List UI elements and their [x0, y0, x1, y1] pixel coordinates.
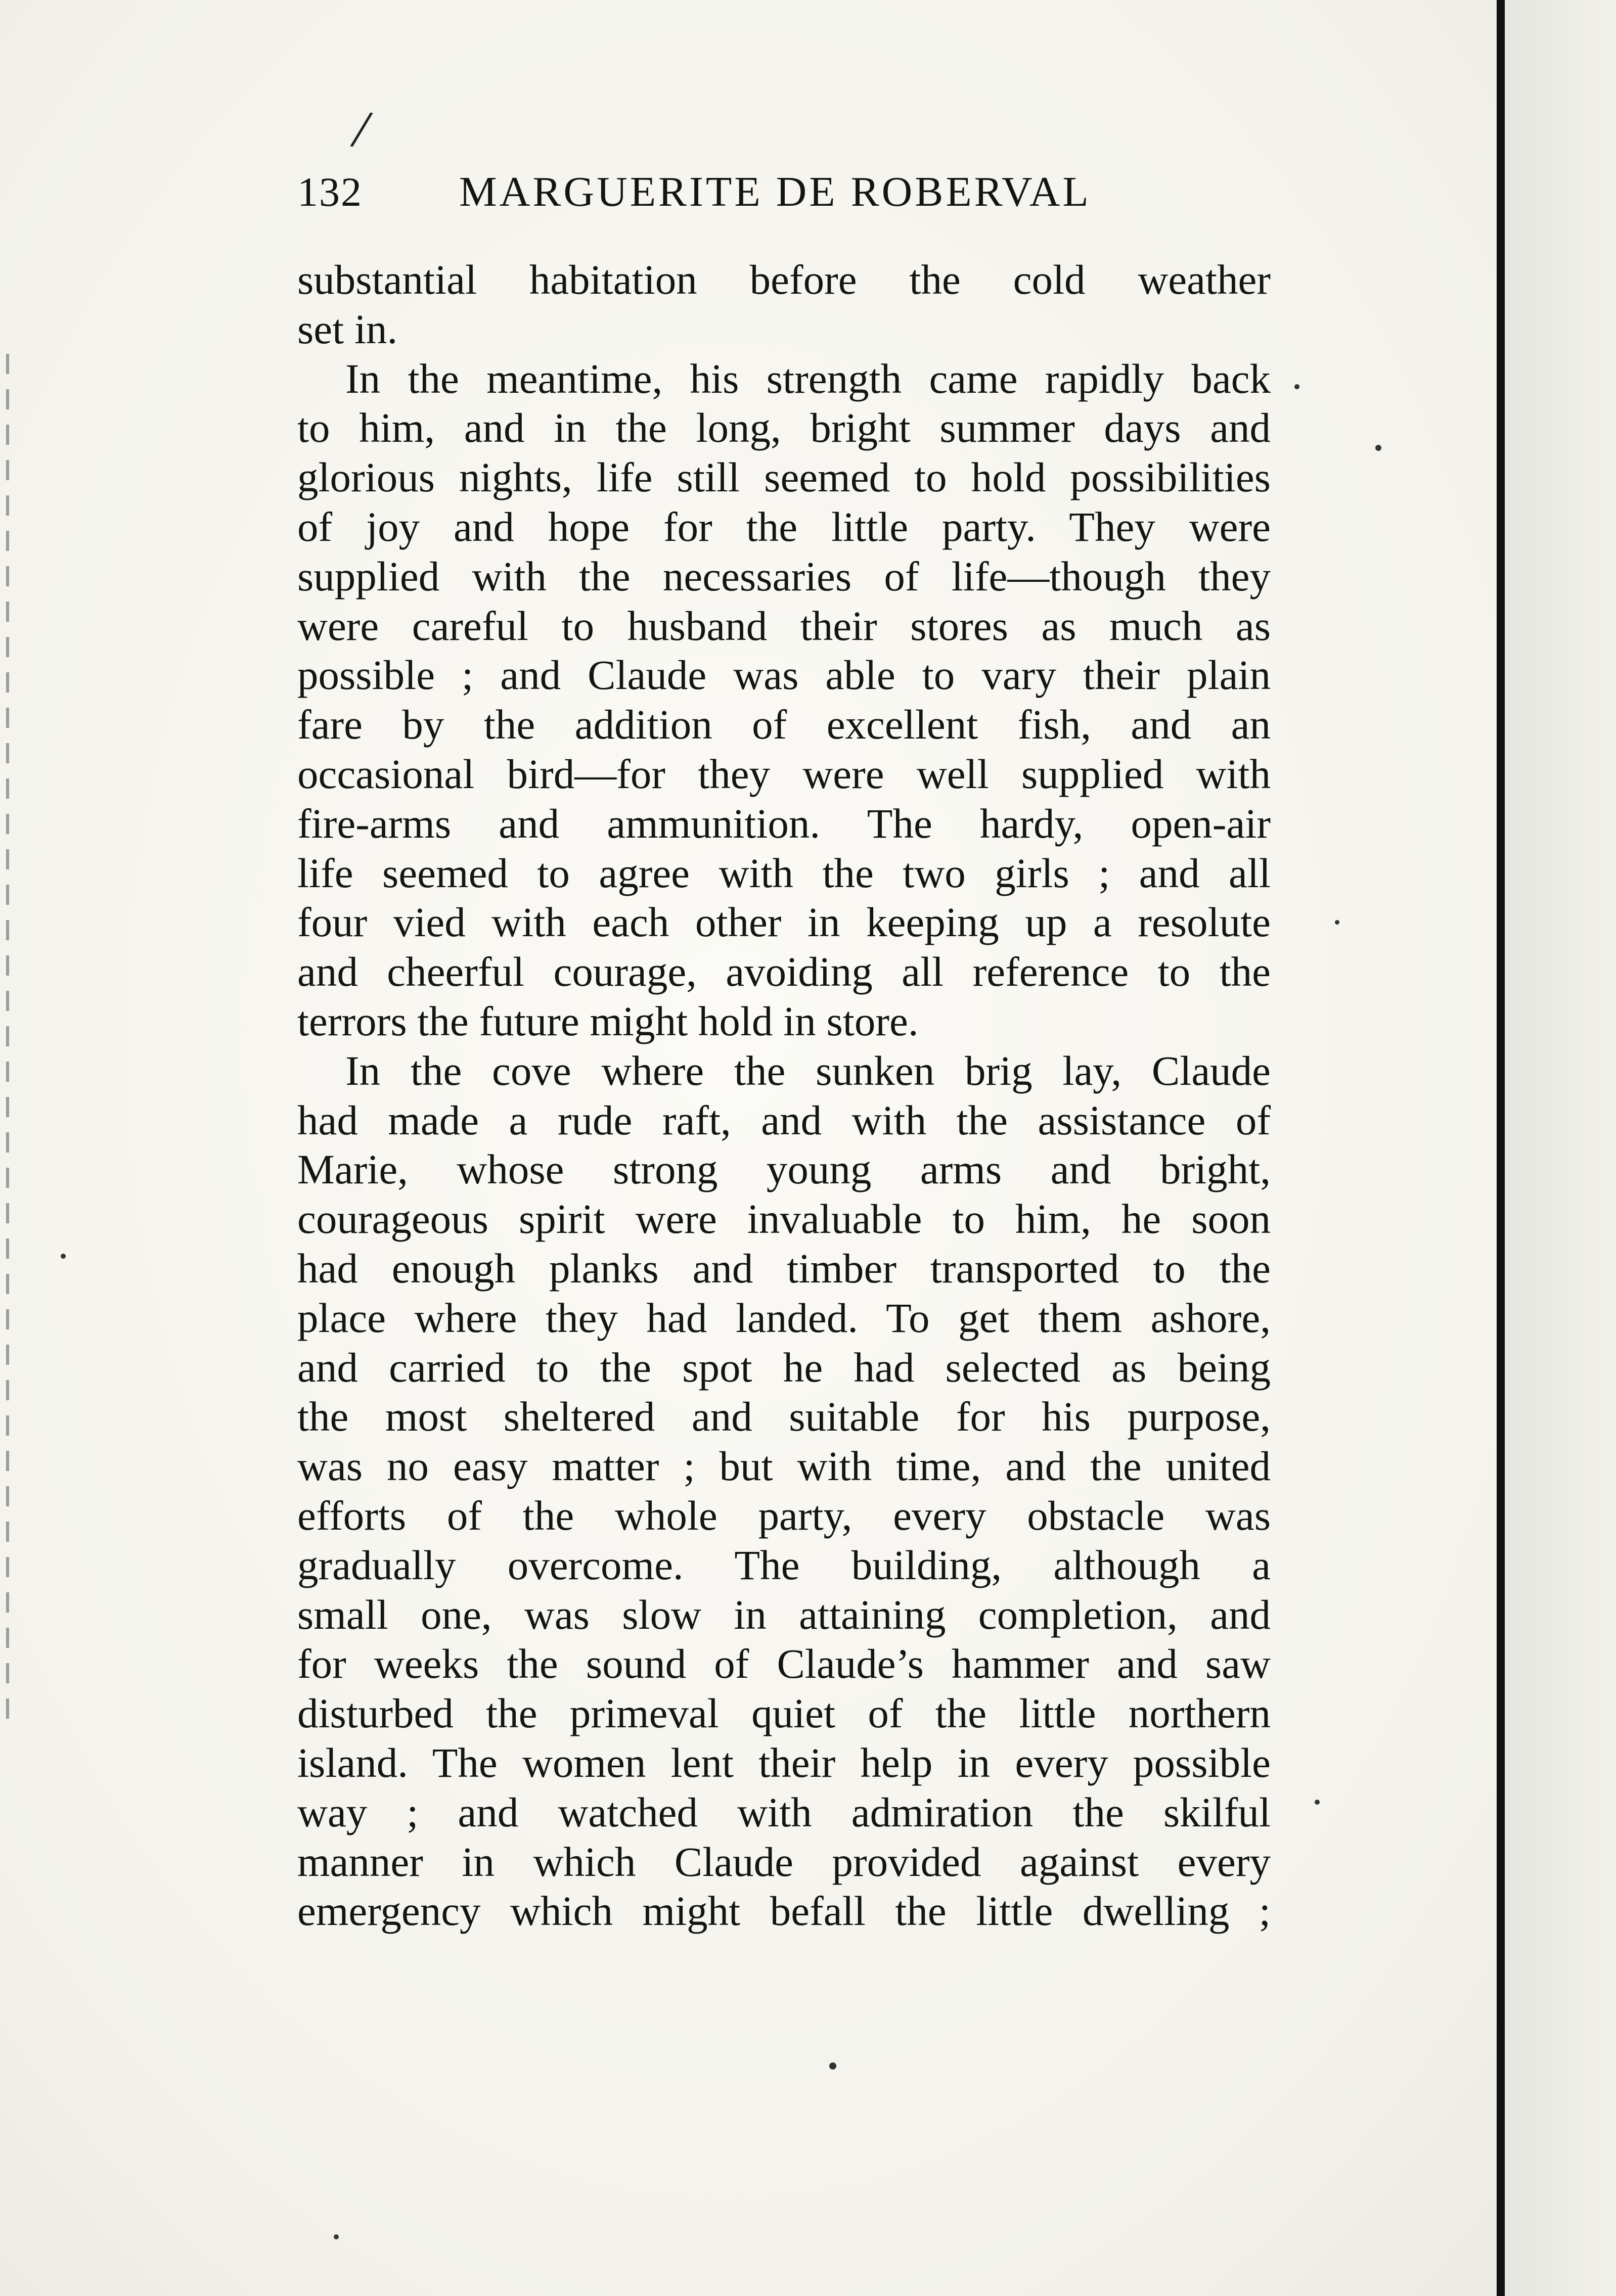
text-line: substantial habitation before the cold weather	[297, 256, 1271, 303]
ink-speck	[829, 2062, 836, 2070]
text-line: island. The women lent their help in every possible	[297, 1739, 1271, 1786]
text-line: the most sheltered and suitable for his purpose,	[297, 1393, 1271, 1440]
text-line: fare by the addition of excellent fish, and an	[297, 701, 1271, 748]
text-line: for weeks the sound of Claude’s hammer and saw	[297, 1640, 1271, 1687]
ink-speck	[61, 1254, 66, 1259]
text-line: In the cove where the sunken brig lay, Claude	[345, 1047, 1271, 1094]
text-line: In the meantime, his strength came rapidly back	[345, 355, 1271, 402]
text-line: and cheerful courage, avoiding all reference to the	[297, 948, 1271, 995]
text-line: manner in which Claude provided against every	[297, 1838, 1271, 1885]
text-line: supplied with the necessaries of life—though they	[297, 553, 1271, 600]
text-line: glorious nights, life still seemed to hold possibilities	[297, 454, 1271, 501]
text-line: possible ; and Claude was able to vary their plain	[297, 652, 1271, 699]
text-line: set in.	[297, 305, 398, 352]
text-line: of joy and hope for the little party. They were	[297, 503, 1271, 550]
ink-speck	[1294, 384, 1299, 389]
page-header	[297, 162, 1268, 222]
pencil-mark: /	[347, 97, 376, 161]
text-line: place where they had landed. To get them ashore,	[297, 1294, 1271, 1341]
text-line: Marie, whose strong young arms and bright,	[297, 1146, 1271, 1193]
running-title: MARGUERITE DE ROBERVAL	[459, 168, 1091, 215]
binding-shadow	[1505, 0, 1616, 2296]
body-text	[297, 255, 1271, 1936]
text-line: had enough planks and timber transported to the	[297, 1245, 1271, 1292]
text-line: was no easy matter ; but with time, and the united	[297, 1443, 1271, 1490]
text-line: life seemed to agree with the two girls ; and all	[297, 849, 1271, 896]
ink-speck	[1315, 1800, 1320, 1805]
text-line: efforts of the whole party, every obstacle was	[297, 1492, 1271, 1539]
text-line: occasional bird—for they were well supplied with	[297, 750, 1271, 797]
ink-speck	[1335, 920, 1339, 925]
text-line: way ; and watched with admiration the skilful	[297, 1788, 1271, 1835]
text-line: had made a rude raft, and with the assistance of	[297, 1096, 1271, 1143]
text-line: and carried to the spot he had selected as being	[297, 1344, 1271, 1391]
page-number: 132	[297, 169, 363, 215]
text-line: fire-arms and ammunition. The hardy, open-air	[297, 800, 1271, 847]
text-line: courageous spirit were invaluable to him, he soon	[297, 1196, 1271, 1243]
ink-speck	[1375, 445, 1381, 451]
left-page-edge	[6, 354, 9, 1719]
text-line: small one, was slow in attaining completion, and	[297, 1591, 1271, 1638]
text-line: four vied with each other in keeping up a resolute	[297, 899, 1271, 946]
page-binding-edge	[1497, 0, 1505, 2296]
text-line: disturbed the primeval quiet of the little northern	[297, 1690, 1271, 1737]
text-line: to him, and in the long, bright summer days and	[297, 404, 1271, 451]
text-line: were careful to husband their stores as much as	[297, 602, 1271, 649]
ink-speck	[334, 2234, 339, 2239]
text-line: emergency which might befall the little dwelling ;	[297, 1888, 1271, 1935]
text-line: terrors the future might hold in store.	[297, 997, 919, 1044]
text-line: gradually overcome. The building, although a	[297, 1541, 1271, 1588]
